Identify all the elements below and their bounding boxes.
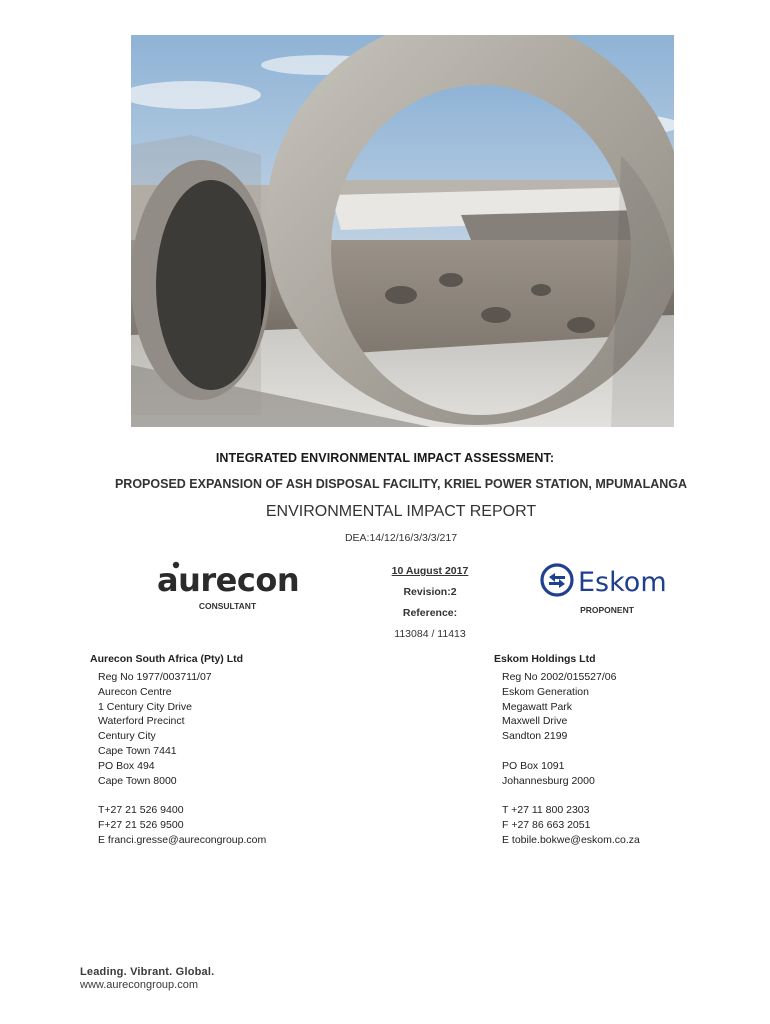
address-line: Reg No 2002/015527/06 [502,671,617,683]
address-line: Cape Town 8000 [98,774,177,787]
aurecon-logo-text: aurecon [157,561,300,597]
address-line: Waterford Precinct [98,715,185,728]
address-line: Aurecon Centre [98,685,172,698]
report-title: ENVIRONMENTAL IMPACT REPORT [265,503,537,520]
proponent-company: Eskom Holdings Ltd [494,653,596,665]
reference-label: Reference: [402,607,458,619]
postal-line: PO Box 1091 [502,759,565,772]
address-line: 1 Century City Drive [98,700,192,713]
eskom-logo [540,563,680,599]
dea-reference: DEA:14/12/16/3/3/3/217 [344,532,458,544]
address-line: Maxwell Drive [502,715,568,728]
footer-website[interactable]: www.aurecongroup.com [80,979,199,991]
document-info [360,564,500,648]
title-line-1: INTEGRATED ENVIRONMENTAL IMPACT ASSESSMENT: [215,451,555,465]
document-date: 10 August 2017 [391,565,469,577]
email-line: E tobile.bokwe@eskom.co.za [502,833,640,846]
address-line: Megawatt Park [502,700,573,713]
proponent-address-block [494,653,744,848]
address-line: PO Box 494 [98,759,155,772]
address-line: Century City [98,730,156,743]
address-line: Reg No 1977/003711/07 [98,671,212,683]
proponent-label: PROPONENT [580,605,634,615]
reference-value: 113084 / 11413 [394,628,466,640]
consultant-label: CONSULTANT [198,601,257,611]
postal-line: Johannesburg 2000 [502,774,595,787]
email-line: E franci.gresse@aurecongroup.com [98,833,267,846]
revision: Revision:2 [403,586,457,598]
eskom-logo-text: Eskom [578,567,667,598]
phone-line: T+27 21 526 9400 [98,804,184,817]
address-line: Cape Town 7441 [98,744,177,757]
consultant-company: Aurecon South Africa (Pty) Ltd [90,653,244,665]
aurecon-logo [157,561,302,597]
address-line: Sandton 2199 [502,730,568,743]
footer-tagline: Leading. Vibrant. Global. [80,966,215,978]
consultant-address-block [90,653,390,848]
cover-photo [131,35,674,427]
fax-line: F +27 86 663 2051 [502,818,591,831]
address-line: Eskom Generation [502,685,589,698]
phone-line: T +27 11 800 2303 [502,804,590,817]
title-line-2: PROPOSED EXPANSION OF ASH DISPOSAL FACILITY, KRIEL POWER STATION, MPUMALANGA [114,477,688,491]
fax-line: F+27 21 526 9500 [98,818,184,831]
